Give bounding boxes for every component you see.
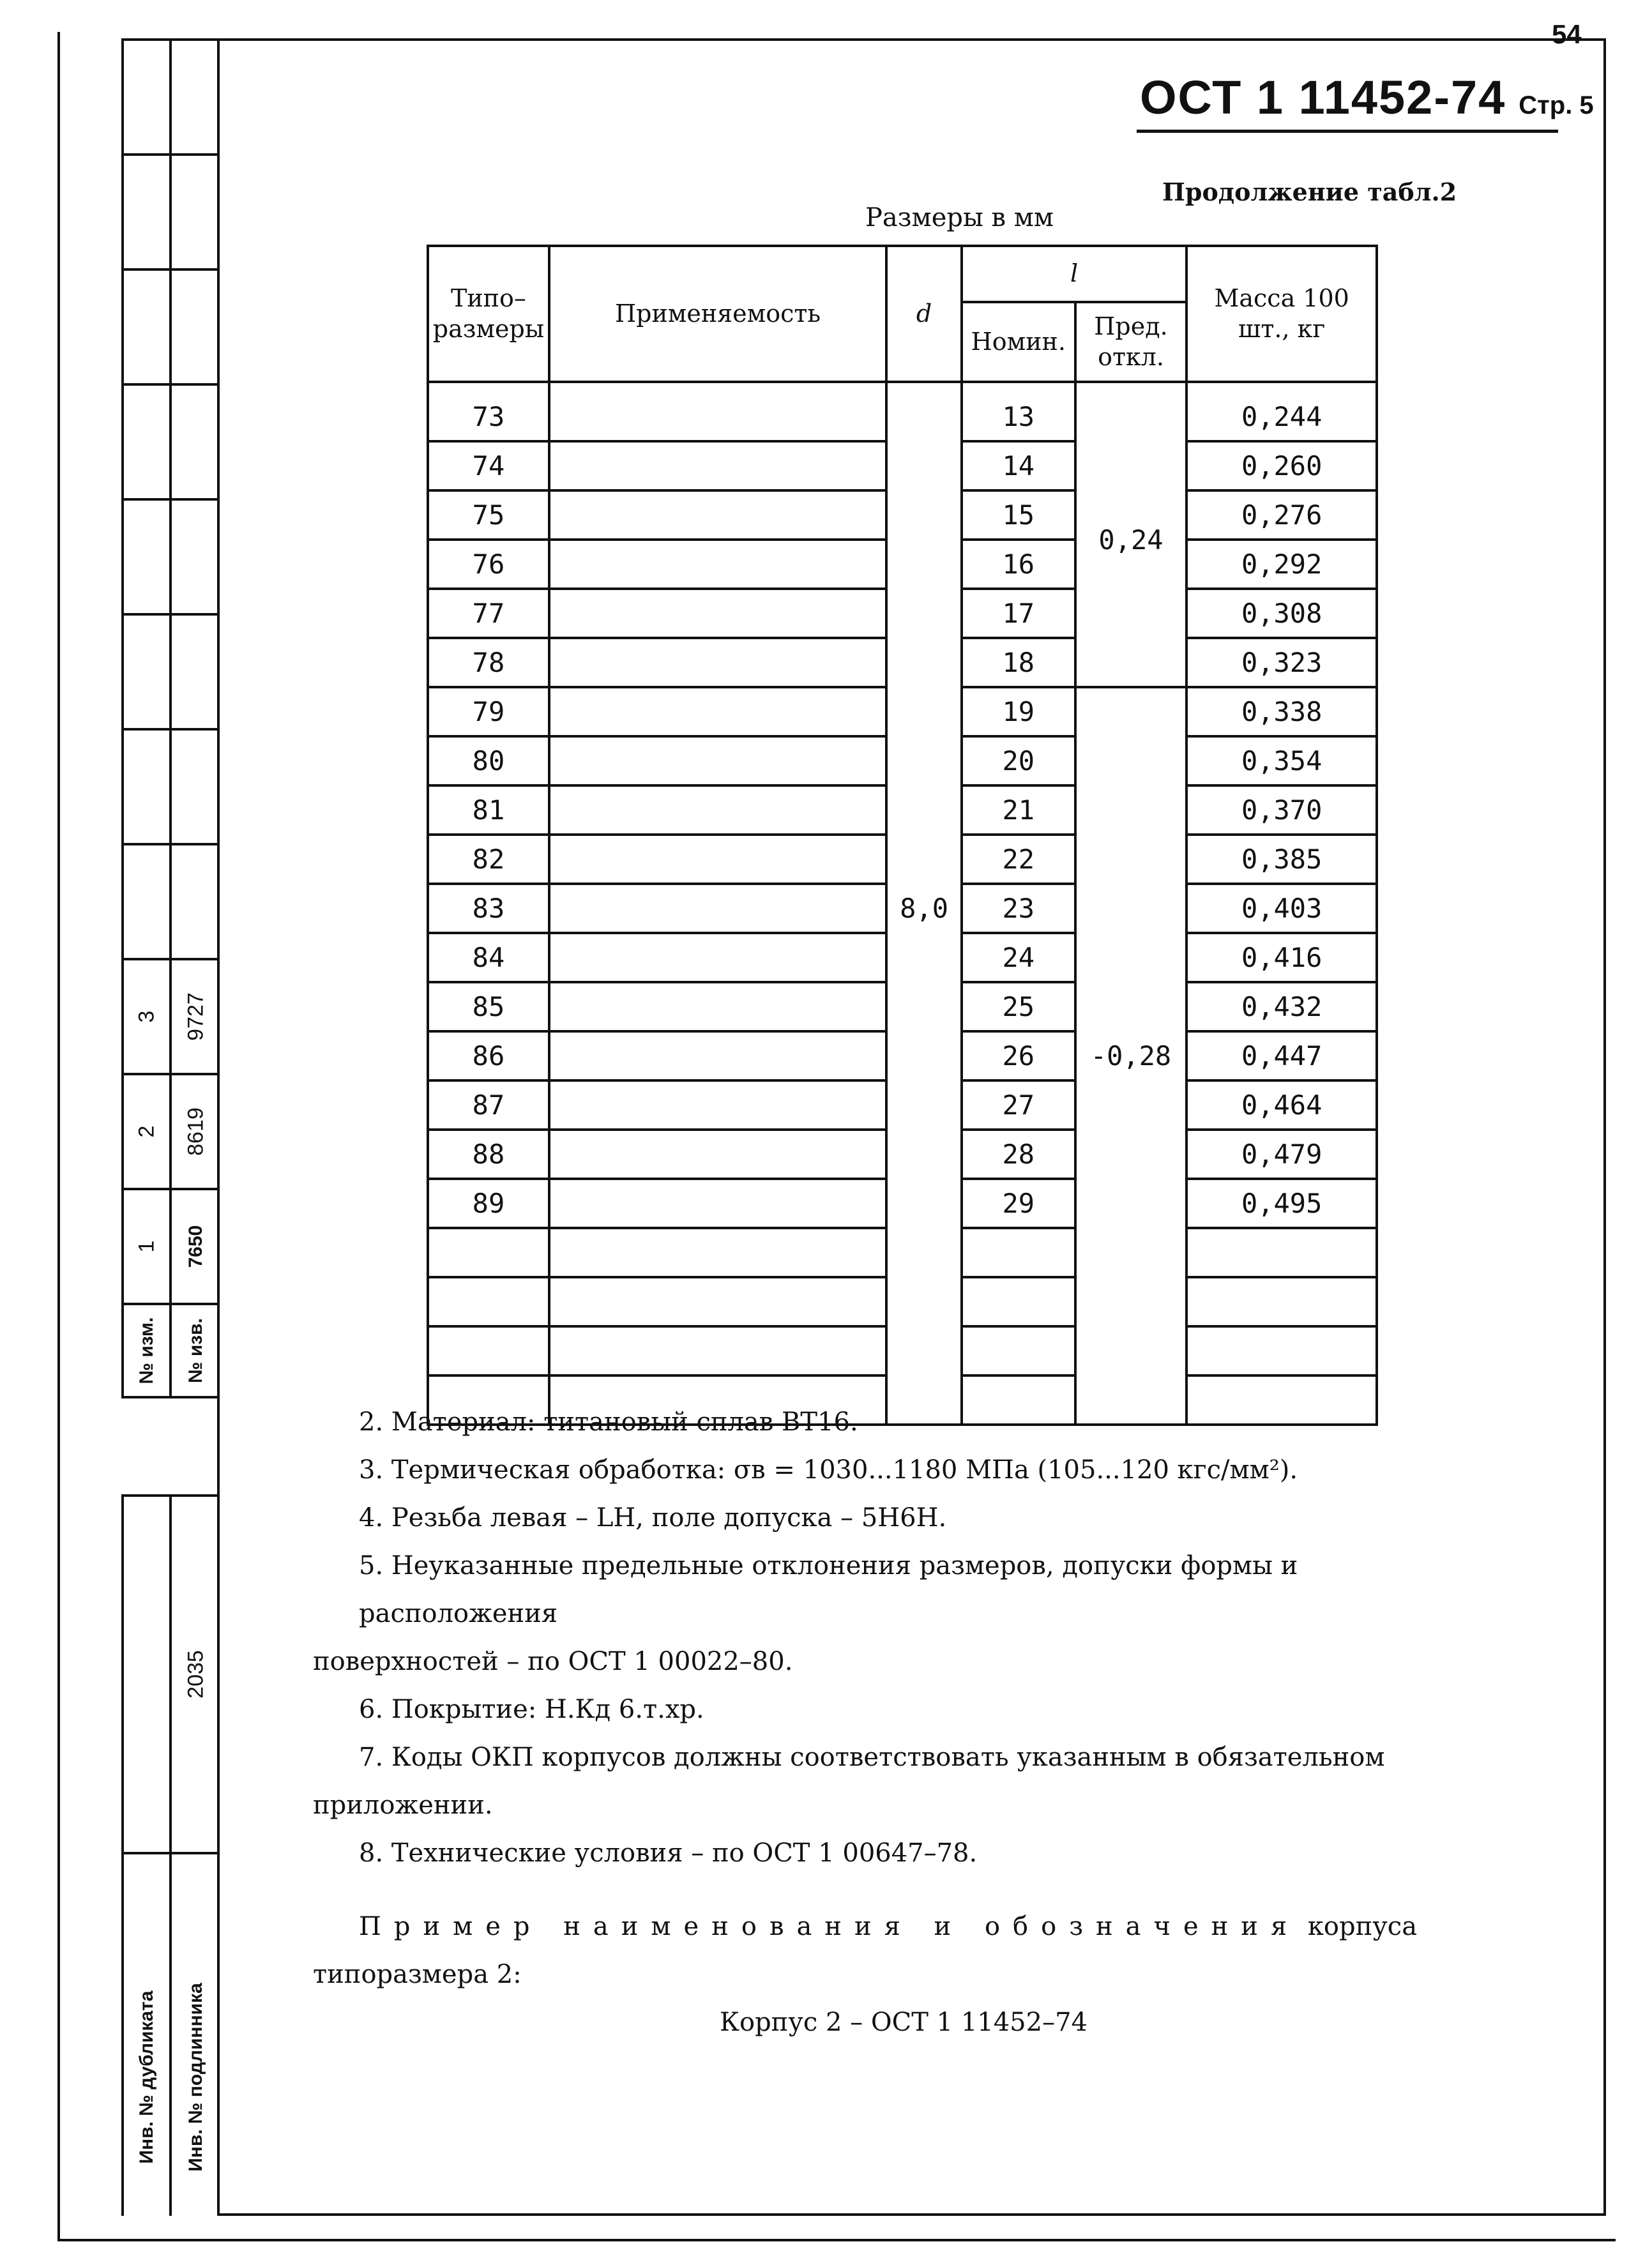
cell-mass: 0,447	[1186, 1031, 1377, 1080]
sidebar-labels	[124, 1303, 220, 1398]
cell-nominal: 25	[962, 982, 1075, 1031]
sidebar-lower-grid	[121, 1494, 217, 2216]
cell-typesize: 88	[428, 1130, 549, 1179]
cell-applicability	[549, 1031, 886, 1080]
cell-nominal: 16	[962, 540, 1075, 589]
units-label: Размеры в мм	[865, 203, 1054, 232]
sidebar-cell	[124, 38, 220, 153]
cell-nominal: 29	[962, 1179, 1075, 1228]
example-title-line2: типоразмера 2:	[313, 1960, 522, 1989]
note-3: 3. Термическая обработка: σв = 1030...1180 МПа (105...120 кгс/мм²).	[359, 1455, 1298, 1485]
header-tolerance: Пред. откл.	[1075, 302, 1187, 382]
cell-mass: 0,479	[1186, 1130, 1377, 1179]
cell-applicability	[549, 638, 886, 687]
cell-applicability	[549, 589, 886, 638]
header-d: d	[886, 246, 962, 382]
cell-nominal: 28	[962, 1130, 1075, 1179]
cell-mass: 0,292	[1186, 540, 1377, 589]
sidebar-inv-labels	[124, 1852, 220, 2216]
note-2: 2. Материал: титановый сплав ВТ16.	[359, 1407, 858, 1437]
cell-applicability	[549, 736, 886, 785]
sidebar-change-2	[124, 1073, 220, 1188]
original-inventory-number: 2035	[183, 1650, 208, 1699]
note-6: 6. Покрытие: Н.Кд 6.т.хр.	[359, 1695, 704, 1724]
cell-typesize: 89	[428, 1179, 549, 1228]
cell-typesize: 73	[428, 382, 549, 441]
cell-nominal: 24	[962, 933, 1075, 982]
cell-mass: 0,495	[1186, 1179, 1377, 1228]
table-body	[428, 382, 1377, 1425]
frame-bottom-line	[57, 2239, 1616, 2241]
notes-section	[313, 1398, 1494, 2047]
cell-typesize: 83	[428, 884, 549, 933]
sidebar-upper-grid	[121, 38, 217, 1398]
sidebar-cell	[124, 843, 220, 958]
cell-applicability	[549, 835, 886, 884]
cell-mass: 0,370	[1186, 785, 1377, 835]
sidebar-stamp	[121, 38, 217, 2216]
cell-applicability	[549, 884, 886, 933]
cell-mass: 0,416	[1186, 933, 1377, 982]
cell-d: 8,0	[886, 382, 962, 1425]
cell-typesize: 78	[428, 638, 549, 687]
change-number: 3	[134, 1010, 158, 1023]
sidebar-cell	[124, 728, 220, 843]
cell-applicability	[549, 982, 886, 1031]
example-title: Пример наименования и обозначения	[359, 1912, 1300, 1941]
cell-tolerance: -0,28	[1075, 687, 1187, 1425]
note-7-line2: приложении.	[313, 1791, 493, 1820]
note-5-line1: 5. Неуказанные предельные отклонения размеров, допуски формы и расположения	[359, 1551, 1298, 1628]
cell-nominal: 23	[962, 884, 1075, 933]
cell-nominal: 15	[962, 490, 1075, 540]
doc-number: 9727	[183, 992, 208, 1041]
change-number: 2	[134, 1125, 158, 1138]
label-original-inv: Инв. № подлинника	[185, 1983, 206, 2172]
cell-nominal: 13	[962, 382, 1075, 441]
document-code: ОСТ 1 11452-74	[1140, 71, 1506, 124]
cell-typesize: 80	[428, 736, 549, 785]
dimensions-table	[427, 245, 1378, 1426]
header-nominal: Номин.	[962, 302, 1075, 382]
sidebar-cell	[124, 268, 220, 383]
cell-typesize: 75	[428, 490, 549, 540]
cell-nominal: 18	[962, 638, 1075, 687]
label-change: № изм.	[135, 1317, 157, 1384]
cell-mass: 0,403	[1186, 884, 1377, 933]
cell-typesize: 76	[428, 540, 549, 589]
document-page: Стр. 5	[1519, 91, 1594, 119]
label-doc: № изв.	[185, 1318, 206, 1383]
cell-applicability	[549, 1080, 886, 1130]
cell-applicability	[549, 687, 886, 736]
cell-typesize: 85	[428, 982, 549, 1031]
table-continuation-label: Продолжение табл.2	[1162, 178, 1457, 206]
cell-typesize: 77	[428, 589, 549, 638]
cell-mass: 0,323	[1186, 638, 1377, 687]
header-mass: Масса 100 шт., кг	[1186, 246, 1377, 382]
frame-left-line	[57, 32, 60, 2241]
cell-applicability	[549, 382, 886, 441]
cell-nominal: 20	[962, 736, 1075, 785]
sidebar-cell	[124, 383, 220, 498]
cell-nominal: 14	[962, 441, 1075, 490]
header-l: l	[962, 246, 1186, 302]
cell-mass: 0,385	[1186, 835, 1377, 884]
header-underline	[1137, 130, 1558, 133]
cell-applicability	[549, 1179, 886, 1228]
note-4: 4. Резьба левая – LH, поле допуска – 5Н6Н.	[359, 1503, 947, 1533]
cell-applicability	[549, 540, 886, 589]
doc-number: 8619	[183, 1107, 208, 1156]
sidebar-cell	[124, 153, 220, 268]
cell-nominal: 17	[962, 589, 1075, 638]
cell-nominal: 22	[962, 835, 1075, 884]
cell-typesize: 84	[428, 933, 549, 982]
note-7-line1: 7. Коды ОКП корпусов должны соответствовать указанным в обязательном	[359, 1743, 1385, 1772]
cell-mass: 0,354	[1186, 736, 1377, 785]
cell-applicability	[549, 490, 886, 540]
sidebar-inv-values	[124, 1494, 220, 1852]
label-duplicate-inv: Инв. № дубликата	[135, 1990, 157, 2164]
cell-nominal: 26	[962, 1031, 1075, 1080]
example-title-tail: корпуса	[1307, 1912, 1418, 1941]
change-number: 1	[134, 1240, 158, 1253]
note-5-line2: поверхностей – по ОСТ 1 00022–80.	[313, 1647, 793, 1676]
sidebar-cell	[124, 498, 220, 613]
example-designation: Корпус 2 – ОСТ 1 11452–74	[720, 2008, 1087, 2037]
cell-mass: 0,432	[1186, 982, 1377, 1031]
cell-mass: 0,338	[1186, 687, 1377, 736]
cell-typesize: 79	[428, 687, 549, 736]
cell-mass: 0,276	[1186, 490, 1377, 540]
example-title-line	[313, 1903, 1494, 1951]
note-8: 8. Технические условия – по ОСТ 1 00647–78.	[359, 1838, 978, 1868]
cell-typesize: 81	[428, 785, 549, 835]
sidebar-change-1	[124, 1188, 220, 1303]
cell-typesize: 87	[428, 1080, 549, 1130]
table-row	[428, 382, 1377, 441]
cell-mass: 0,464	[1186, 1080, 1377, 1130]
sidebar-change-3	[124, 958, 220, 1073]
cell-mass: 0,244	[1186, 382, 1377, 441]
cell-nominal: 19	[962, 687, 1075, 736]
cell-nominal: 27	[962, 1080, 1075, 1130]
cell-typesize: 74	[428, 441, 549, 490]
cell-tolerance: 0,24	[1075, 382, 1187, 687]
cell-mass: 0,308	[1186, 589, 1377, 638]
cell-applicability	[549, 785, 886, 835]
header-typesize: Типо– размеры	[428, 246, 549, 382]
cell-nominal: 21	[962, 785, 1075, 835]
cell-applicability	[549, 1130, 886, 1179]
doc-number: 7650	[185, 1225, 206, 1268]
sidebar-cell	[124, 613, 220, 728]
document-header	[1140, 70, 1594, 125]
cell-applicability	[549, 933, 886, 982]
page-number: 54	[1552, 19, 1582, 49]
cell-applicability	[549, 441, 886, 490]
cell-typesize: 82	[428, 835, 549, 884]
cell-mass: 0,260	[1186, 441, 1377, 490]
cell-typesize: 86	[428, 1031, 549, 1080]
header-applicability: Применяемость	[549, 246, 886, 382]
